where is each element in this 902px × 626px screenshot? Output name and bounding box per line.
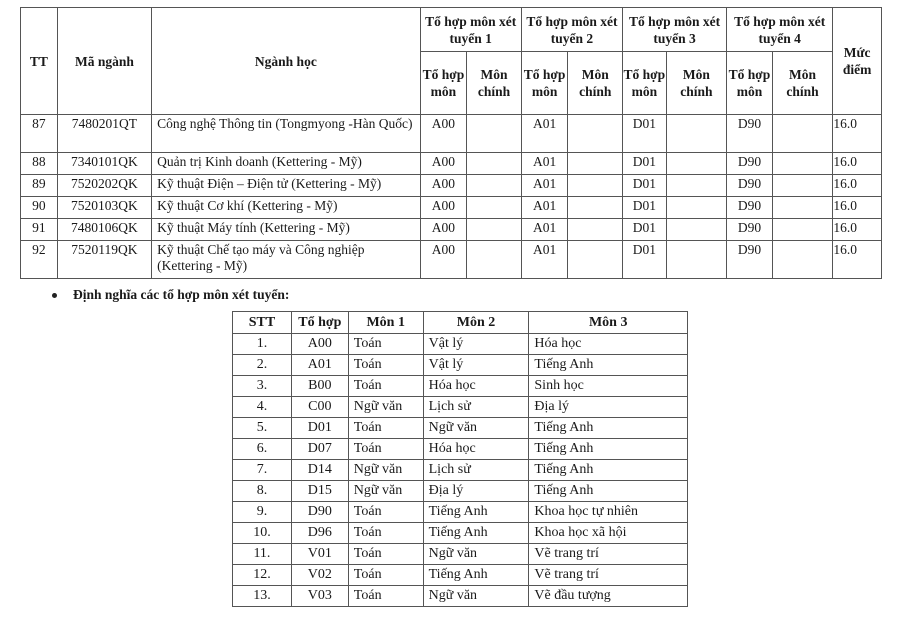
cell-nganh-hoc: Quản trị Kinh doanh (Kettering - Mỹ) [152,153,420,175]
cell-muc-diem: 16.0 [833,219,882,241]
cell-mon-chinh-4 [772,219,832,241]
subheader-to-hop-mon: Tổ hợp môn [521,52,568,115]
cell-to-hop-2: A01 [521,175,568,197]
cell-mon-chinh-1 [467,115,522,153]
subheader-to-hop-mon: Tổ hợp môn [623,52,667,115]
cell-mon-chinh-3 [666,115,726,153]
cell-to-hop-2: A01 [521,153,568,175]
cell-mon-chinh-3 [666,219,726,241]
cell-mon-chinh-1 [467,153,522,175]
table-row [233,439,688,460]
cell-muc-diem: 16.0 [833,153,882,175]
cell-mon-chinh-1 [467,175,522,197]
cell-to-hop: B00 [291,376,348,397]
header-to-hop-4: Tổ hợp môn xét tuyển 4 [727,8,833,52]
cell-to-hop: D07 [291,439,348,460]
cell-to-hop: D01 [291,418,348,439]
cell-to-hop: V03 [291,586,348,607]
cell-to-hop-1: A00 [420,197,467,219]
cell-mon3: Địa lý [529,397,688,418]
cell-mon3: Vẽ trang trí [529,565,688,586]
combo-header-mon1: Môn 1 [348,312,423,334]
table-row [233,397,688,418]
cell-mon3: Khoa học xã hội [529,523,688,544]
cell-to-hop-4: D90 [727,153,773,175]
cell-mon3: Tiếng Anh [529,418,688,439]
cell-to-hop: D90 [291,502,348,523]
cell-mon2: Vật lý [423,355,529,376]
combo-header-mon2: Môn 2 [423,312,529,334]
cell-to-hop-3: D01 [623,219,667,241]
cell-tt: 88 [21,153,58,175]
cell-mon-chinh-2 [568,197,623,219]
cell-to-hop-2: A01 [521,241,568,279]
subheader-mon-chinh: Môn chính [467,52,522,115]
cell-mon-chinh-2 [568,115,623,153]
cell-tt: 90 [21,197,58,219]
table-row [233,355,688,376]
cell-mon-chinh-2 [568,219,623,241]
cell-mon3: Tiếng Anh [529,481,688,502]
cell-to-hop-1: A00 [420,175,467,197]
cell-mon-chinh-3 [666,241,726,279]
cell-tt: 89 [21,175,58,197]
table-row [233,523,688,544]
cell-to-hop: A00 [291,334,348,355]
header-tt: TT [21,8,58,115]
combo-header-mon3: Môn 3 [529,312,688,334]
table-row [21,219,882,241]
cell-to-hop-3: D01 [623,153,667,175]
cell-mon3: Tiếng Anh [529,460,688,481]
cell-to-hop-3: D01 [623,197,667,219]
subheader-to-hop-mon: Tổ hợp môn [420,52,467,115]
cell-ma-nganh: 7480201QT [57,115,152,153]
cell-to-hop-4: D90 [727,219,773,241]
cell-mon3: Sinh học [529,376,688,397]
cell-ma-nganh: 7340101QK [57,153,152,175]
cell-to-hop-3: D01 [623,175,667,197]
definitions-heading [52,287,289,303]
cell-to-hop: V01 [291,544,348,565]
cell-ma-nganh: 7520202QK [57,175,152,197]
header-ma-nganh: Mã ngành [57,8,152,115]
cell-ma-nganh: 7520103QK [57,197,152,219]
cell-mon2: Tiếng Anh [423,565,529,586]
cell-mon-chinh-3 [666,153,726,175]
cell-to-hop-4: D90 [727,197,773,219]
cell-mon-chinh-1 [467,197,522,219]
cell-mon1: Toán [348,544,423,565]
cell-nganh-hoc: Kỹ thuật Chế tạo máy và Công nghiệp (Kettering - Mỹ) [152,241,420,279]
cell-to-hop-1: A00 [420,115,467,153]
cell-stt: 5. [233,418,292,439]
cell-stt: 10. [233,523,292,544]
cell-mon3: Tiếng Anh [529,439,688,460]
cell-mon-chinh-2 [568,153,623,175]
cell-stt: 4. [233,397,292,418]
cell-mon1: Ngữ văn [348,460,423,481]
cell-to-hop-2: A01 [521,219,568,241]
table-row [21,153,882,175]
cell-nganh-hoc: Kỹ thuật Máy tính (Kettering - Mỹ) [152,219,420,241]
cell-to-hop-1: A00 [420,219,467,241]
table-row [233,334,688,355]
cell-mon-chinh-3 [666,197,726,219]
header-muc-diem: Mức điểm [833,8,882,115]
cell-mon2: Ngữ văn [423,418,529,439]
cell-mon-chinh-4 [772,175,832,197]
cell-mon-chinh-4 [772,197,832,219]
cell-stt: 3. [233,376,292,397]
cell-mon1: Toán [348,439,423,460]
cell-mon3: Tiếng Anh [529,355,688,376]
cell-muc-diem: 16.0 [833,241,882,279]
cell-mon1: Toán [348,502,423,523]
combo-header-to-hop: Tổ hợp [291,312,348,334]
subheader-mon-chinh: Môn chính [568,52,623,115]
table-row [21,175,882,197]
cell-to-hop-1: A00 [420,241,467,279]
cell-mon2: Tiếng Anh [423,523,529,544]
cell-to-hop-1: A00 [420,153,467,175]
cell-mon-chinh-4 [772,153,832,175]
cell-mon1: Toán [348,565,423,586]
cell-tt: 92 [21,241,58,279]
cell-mon-chinh-1 [467,241,522,279]
cell-mon1: Toán [348,355,423,376]
cell-mon1: Toán [348,376,423,397]
subheader-to-hop-mon: Tổ hợp môn [727,52,773,115]
cell-mon2: Vật lý [423,334,529,355]
table-row [233,544,688,565]
table-row [233,565,688,586]
cell-mon2: Hóa học [423,439,529,460]
cell-ma-nganh: 7480106QK [57,219,152,241]
cell-mon-chinh-2 [568,241,623,279]
cell-ma-nganh: 7520119QK [57,241,152,279]
cell-nganh-hoc: Công nghệ Thông tin (Tongmyong -Hàn Quốc) [152,115,420,153]
cell-to-hop: C00 [291,397,348,418]
definitions-heading-text: Định nghĩa các tổ hợp môn xét tuyển: [73,287,290,302]
cell-mon3: Vẽ trang trí [529,544,688,565]
cell-stt: 13. [233,586,292,607]
cell-stt: 2. [233,355,292,376]
cell-stt: 7. [233,460,292,481]
table-row [21,197,882,219]
cell-mon2: Lịch sử [423,397,529,418]
cell-to-hop-3: D01 [623,241,667,279]
cell-mon2: Địa lý [423,481,529,502]
cell-to-hop: D14 [291,460,348,481]
admission-table [20,7,882,279]
cell-stt: 11. [233,544,292,565]
cell-mon1: Toán [348,523,423,544]
cell-muc-diem: 16.0 [833,197,882,219]
combo-table [232,311,688,607]
cell-mon-chinh-4 [772,115,832,153]
table-row [233,418,688,439]
cell-mon1: Ngữ văn [348,481,423,502]
subheader-mon-chinh: Môn chính [666,52,726,115]
cell-nganh-hoc: Kỹ thuật Cơ khí (Kettering - Mỹ) [152,197,420,219]
cell-to-hop-4: D90 [727,175,773,197]
header-to-hop-1: Tổ hợp môn xét tuyển 1 [420,8,521,52]
cell-to-hop-2: A01 [521,197,568,219]
cell-to-hop-3: D01 [623,115,667,153]
cell-stt: 6. [233,439,292,460]
cell-mon-chinh-3 [666,175,726,197]
cell-mon1: Toán [348,418,423,439]
table-row [233,376,688,397]
cell-to-hop: D15 [291,481,348,502]
cell-mon3: Vẽ đầu tượng [529,586,688,607]
cell-mon1: Ngữ văn [348,397,423,418]
cell-to-hop-4: D90 [727,115,773,153]
cell-tt: 91 [21,219,58,241]
header-nganh-hoc: Ngành học [152,8,420,115]
subheader-mon-chinh: Môn chính [772,52,832,115]
cell-to-hop: V02 [291,565,348,586]
cell-mon-chinh-1 [467,219,522,241]
table-row [21,241,882,279]
cell-mon-chinh-4 [772,241,832,279]
cell-mon3: Khoa học tự nhiên [529,502,688,523]
cell-mon1: Toán [348,334,423,355]
cell-mon2: Ngữ văn [423,586,529,607]
cell-stt: 9. [233,502,292,523]
cell-stt: 12. [233,565,292,586]
table-row [21,115,882,153]
cell-mon3: Hóa học [529,334,688,355]
table-row [233,586,688,607]
cell-mon1: Toán [348,586,423,607]
cell-stt: 8. [233,481,292,502]
cell-to-hop: D96 [291,523,348,544]
cell-muc-diem: 16.0 [833,175,882,197]
header-to-hop-3: Tổ hợp môn xét tuyển 3 [623,8,727,52]
cell-stt: 1. [233,334,292,355]
cell-mon2: Hóa học [423,376,529,397]
combo-header-stt: STT [233,312,292,334]
cell-nganh-hoc: Kỹ thuật Điện – Điện tử (Kettering - Mỹ) [152,175,420,197]
cell-to-hop-2: A01 [521,115,568,153]
header-to-hop-2: Tổ hợp môn xét tuyển 2 [521,8,622,52]
cell-to-hop-4: D90 [727,241,773,279]
cell-mon2: Lịch sử [423,460,529,481]
table-row [233,481,688,502]
cell-muc-diem: 16.0 [833,115,882,153]
cell-mon2: Ngữ văn [423,544,529,565]
cell-tt: 87 [21,115,58,153]
cell-mon-chinh-2 [568,175,623,197]
table-row [233,460,688,481]
table-row [233,502,688,523]
bullet-dot [52,293,57,298]
cell-mon2: Tiếng Anh [423,502,529,523]
cell-to-hop: A01 [291,355,348,376]
